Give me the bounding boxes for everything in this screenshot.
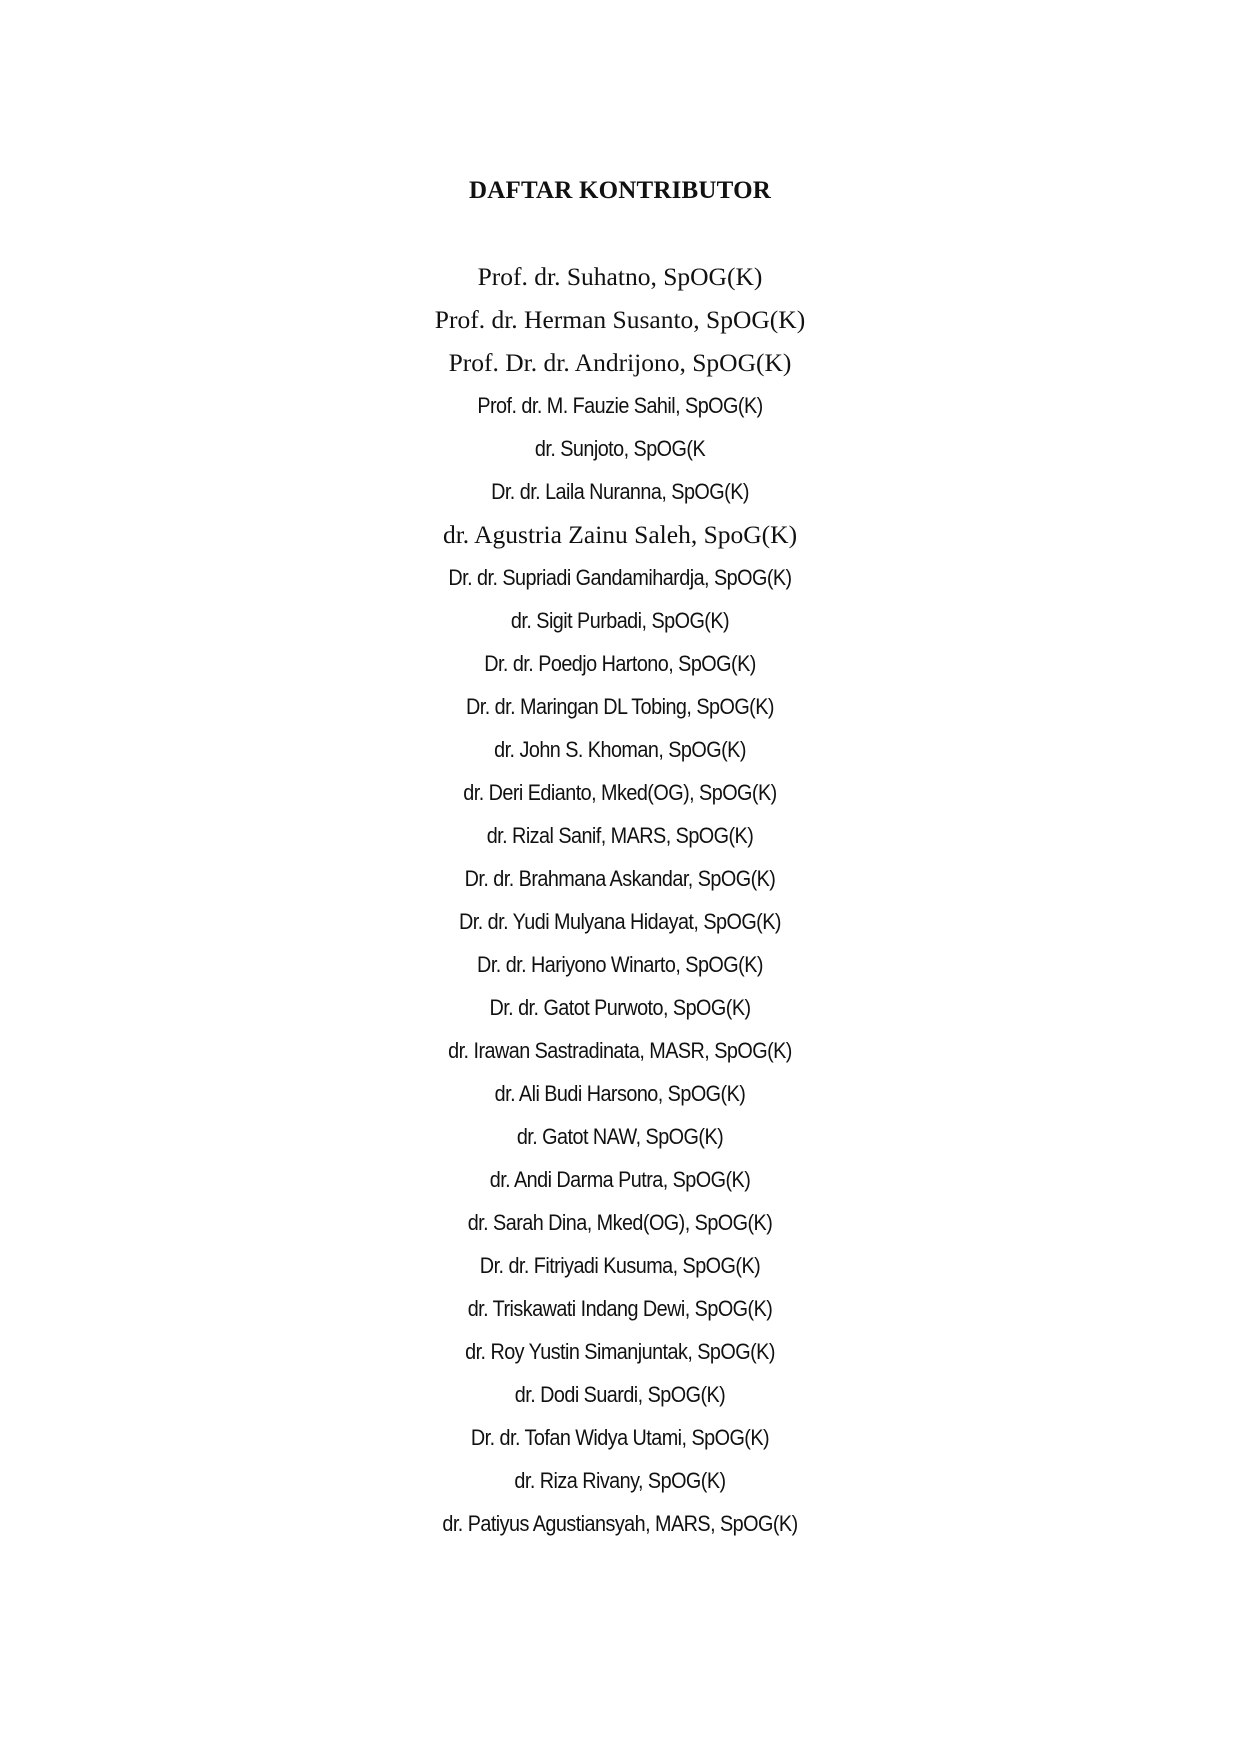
contributor-name: Dr. dr. Fitriyadi Kusuma, SpOG(K) [479,1253,761,1278]
contributor-name: Dr. dr. Gatot Purwoto, SpOG(K) [489,995,751,1020]
contributor-name: dr. Roy Yustin Simanjuntak, SpOG(K) [465,1339,775,1364]
contributor-item [62,1208,1178,1251]
contributor-item [62,907,1178,950]
contributor-item [0,348,1240,391]
contributor-name: Prof. dr. Herman Susanto, SpOG(K) [434,305,806,334]
contributor-name: dr. Riza Rivany, SpOG(K) [514,1468,726,1493]
contributor-list [0,262,1240,1552]
contributor-item [62,563,1178,606]
contributor-name: dr. Sarah Dina, Mked(OG), SpOG(K) [467,1210,773,1235]
contributor-name: dr. Triskawati Indang Dewi, SpOG(K) [467,1296,773,1321]
contributor-name: dr. Gatot NAW, SpOG(K) [516,1124,724,1149]
contributor-item [62,1079,1178,1122]
page-title: DAFTAR KONTRIBUTOR [468,177,771,204]
contributor-item [62,1251,1178,1294]
contributor-item [62,1509,1178,1552]
contributor-item [0,305,1240,348]
contributor-item [62,821,1178,864]
contributor-name: dr. Ali Budi Harsono, SpOG(K) [494,1081,746,1106]
contributor-item [62,1122,1178,1165]
contributor-item [62,778,1178,821]
contributor-name: dr. Sigit Purbadi, SpOG(K) [510,608,730,633]
contributor-item [62,1036,1178,1079]
contributor-item [62,735,1178,778]
contributor-name: dr. Patiyus Agustiansyah, MARS, SpOG(K) [442,1511,798,1536]
contributor-item [0,262,1240,305]
contributor-name: dr. Rizal Sanif, MARS, SpOG(K) [486,823,754,848]
contributor-name: dr. John S. Khoman, SpOG(K) [494,737,746,762]
contributor-item [62,1423,1178,1466]
contributor-name: Dr. dr. Yudi Mulyana Hidayat, SpOG(K) [459,909,781,934]
contributor-item [62,864,1178,907]
contributor-name: dr. Agustria Zainu Saleh, SpoG(K) [442,520,798,549]
contributor-name: Prof. dr. Suhatno, SpOG(K) [477,262,763,291]
contributor-item [62,1466,1178,1509]
contributor-name: Dr. dr. Supriadi Gandamihardja, SpOG(K) [448,565,792,590]
contributor-item [62,477,1178,520]
contributor-item [62,692,1178,735]
contributor-name: Dr. dr. Poedjo Hartono, SpOG(K) [484,651,756,676]
contributor-item [62,1294,1178,1337]
contributor-item [62,649,1178,692]
contributor-name: Prof. Dr. dr. Andrijono, SpOG(K) [448,348,792,377]
contributor-name: Dr. dr. Brahmana Askandar, SpOG(K) [464,866,776,891]
contributor-item [0,520,1240,563]
contributor-name: Dr. dr. Tofan Widya Utami, SpOG(K) [470,1425,770,1450]
contributor-name: Prof. dr. M. Fauzie Sahil, SpOG(K) [477,393,763,418]
contributor-name: dr. Sunjoto, SpOG(K [534,436,706,461]
contributor-item [62,1165,1178,1208]
contributor-item [62,950,1178,993]
contributor-item [62,391,1178,434]
contributor-name: dr. Andi Darma Putra, SpOG(K) [489,1167,751,1192]
contributor-name: Dr. dr. Maringan DL Tobing, SpOG(K) [466,694,774,719]
contributor-item [62,1380,1178,1423]
contributor-name: Dr. dr. Hariyono Winarto, SpOG(K) [477,952,763,977]
contributor-name: dr. Deri Edianto, Mked(OG), SpOG(K) [463,780,777,805]
contributor-name: Dr. dr. Laila Nuranna, SpOG(K) [491,479,749,504]
contributor-name: dr. Dodi Suardi, SpOG(K) [514,1382,726,1407]
contributor-item [62,434,1178,477]
contributor-item [62,1337,1178,1380]
contributor-name: dr. Irawan Sastradinata, MASR, SpOG(K) [448,1038,792,1063]
contributor-item [62,606,1178,649]
contributor-item [62,993,1178,1036]
